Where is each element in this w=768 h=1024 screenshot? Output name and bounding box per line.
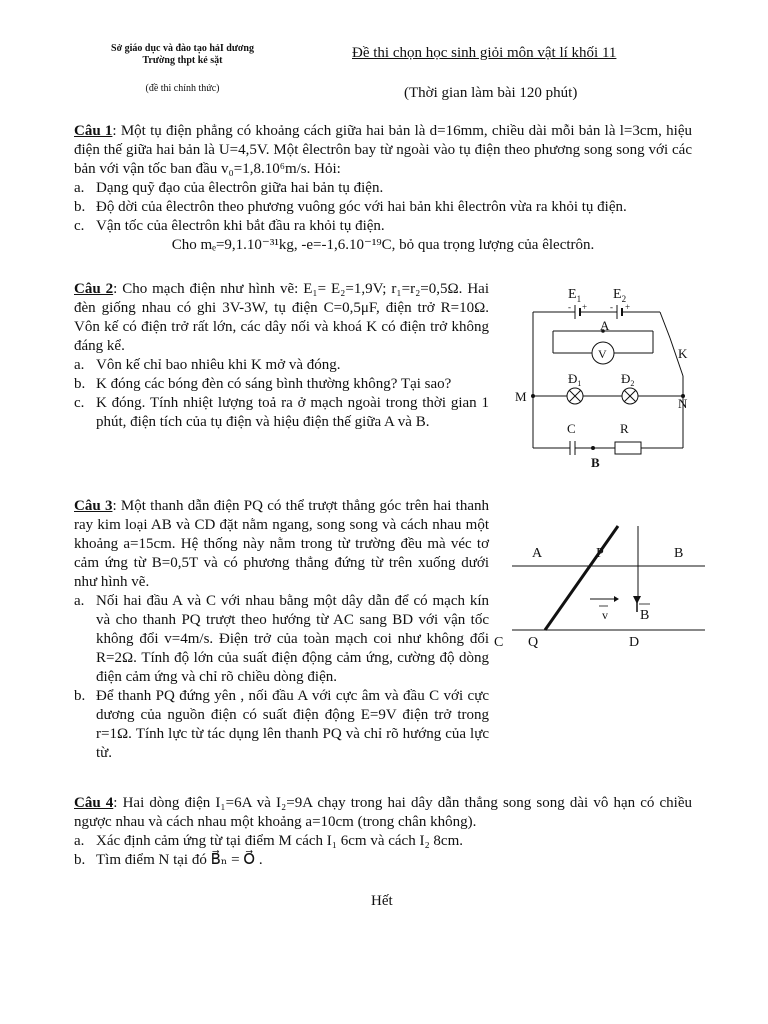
svg-text:E2: $E_2$	[613, 287, 627, 304]
q2-item-b: b. K đóng các bóng đèn có sáng bình thường không? Tại sao?	[74, 376, 452, 392]
point-c-label: C	[494, 635, 504, 650]
question-4	[74, 794, 692, 870]
question-3	[74, 497, 489, 763]
q1-given: Cho mₑ=9,1.10⁻³¹kg, -e=-1,6.10⁻¹⁹C, bỏ qua trọng lượng của êlectrôn.	[171, 237, 595, 253]
svg-text:Đ2: $Đ_2$	[621, 371, 635, 388]
q1-item-b: b. Độ dời của êlectrôn theo phương vuông góc với hai bản khi êlectrôn vừa ra khỏi tụ điện.	[74, 199, 627, 215]
svg-text:+: +	[582, 302, 588, 312]
svg-text:-: -	[610, 302, 613, 312]
q2-label: Câu 2	[74, 281, 114, 297]
node-n-label: N	[678, 396, 688, 411]
rail-diagram	[490, 520, 720, 655]
question-1	[74, 122, 692, 255]
exam-title: Đề thi chọn học sinh giỏi môn vật lí khối 11	[352, 45, 617, 61]
lamp-1-label: Đ	[568, 371, 578, 386]
svg-text:-: -	[568, 302, 571, 312]
q4-item-b: b. Tìm điểm N tại đó B⃗ₙ = O⃗ .	[74, 852, 263, 868]
point-a-label: A	[532, 546, 543, 561]
q2-intro: Câu 2: Cho mạch điện như hình vẽ: E₁= E₂=1,9V; r₁=r₂=0,5Ω. Hai đèn giống nhau có ghi 3V-3W, tụ điện C=0,5μF, điện trở R=10Ω. Vôn kế có điện trở rất lớn, các dây nối và khoá K có điện trở không đáng kể.	[74, 281, 489, 354]
b-vector-label: B	[640, 608, 650, 623]
node-a-label: A	[600, 318, 610, 333]
question-2	[74, 280, 489, 432]
q1-intro: Câu 1: Một tụ điện phẳng có khoảng cách giữa hai bản là d=16mm, chiều dài mỗi bản là l=3cm, hiệu điện thế giữa hai bản là U=4,5V. Một êlectrôn bay từ ngoài vào tụ điện theo phương song song với các bản với vận tốc ban đầu v₀=1,8.10⁶m/s. Hỏi:	[74, 123, 692, 177]
q4-label: Câu 4	[74, 795, 114, 811]
e1-label: E	[568, 287, 577, 302]
q1-item-c: c. Vận tốc của êlectrôn khi bắt đầu ra khỏi tụ điện.	[74, 218, 385, 234]
point-b-label: B	[674, 546, 684, 561]
capacitor-label: C	[567, 421, 576, 436]
q2-item-a: a. Vôn kế chỉ bao nhiêu khi K mở và đóng.	[74, 357, 341, 373]
header-left	[80, 43, 285, 95]
q2-item-c: c. K đóng. Tính nhiệt lượng toả ra ở mạch ngoài trong thời gian 1 phút, điện tích của tụ điện và hiệu điện thế giữa A và B.	[74, 395, 489, 430]
circuit-diagram	[505, 278, 705, 473]
q1-label: Câu 1	[74, 123, 113, 139]
official-note: (đề thi chính thức)	[145, 83, 220, 94]
velocity-label: v	[602, 608, 608, 622]
resistor-label: R	[620, 421, 629, 436]
point-d-label: D	[629, 635, 640, 650]
q3-item-b: b. Để thanh PQ đứng yên , nối đầu A với cực âm và đầu C với cực dương của nguồn điện có suất điện động E=9V điện trở trong r=1Ω. Tính lực từ tác dụng lên thanh PQ và chỉ rõ hướng của lực từ.	[74, 688, 489, 761]
end-marker: Hết	[371, 893, 393, 909]
e2-label: E	[613, 287, 622, 302]
point-q-label: Q	[528, 635, 539, 650]
exam-time: (Thời gian làm bài 120 phút)	[404, 85, 578, 101]
switch-k-label: K	[678, 346, 688, 361]
q4-intro: Câu 4: Hai dòng điện I₁=6A và I₂=9A chạy trong hai dây dẫn thẳng song song dài vô hạn có chiều ngược nhau và cách nhau một khoảng a=10cm (trong chân không).	[74, 795, 692, 830]
node-m-label: M	[515, 389, 527, 404]
school-name: Trường thpt kẻ sặt	[142, 55, 223, 66]
svg-text:E1: $E_1$	[568, 287, 582, 304]
lamp-2-label: Đ	[621, 371, 631, 386]
q3-intro: Câu 3: Một thanh dẫn điện PQ có thể trượt thẳng góc trên hai thanh ray kim loại AB và CD đặt nằm ngang, song song và cách nhau một khoảng a=15cm. Hệ thống này nằm trong từ trường đều mà véc tơ cảm ứng từ B=0,5T và có phương thẳng đứng từ trên xuống dưới như hình vẽ.	[74, 498, 489, 590]
node-b-label: B	[591, 455, 600, 470]
q3-label: Câu 3	[74, 498, 113, 514]
q3-item-a: a. Nối hai đầu A và C với nhau bằng một dây dẫn để có mạch kín và cho thanh PQ trượt theo hướng từ AC sang BD với vận tốc không đổi v=4m/s. Điện trở của toàn mạch coi như không đổi R=2Ω. Tính độ lớn của suất điện động cảm ứng, cường độ dòng điện cảm ứng và chỉ rõ chiều dòng điện.	[74, 593, 489, 685]
department-name: Sở giáo dục và đào tạo hảI dương	[111, 43, 254, 54]
point-p-label: P	[596, 546, 604, 561]
svg-text:+: +	[625, 302, 631, 312]
q1-item-a: a. Dạng quỹ đạo của êlectrôn giữa hai bản tụ điện.	[74, 180, 384, 196]
q4-item-a: a. Xác định cảm ứng từ tại điểm M cách I₁ 6cm và cách I₂ 8cm.	[74, 833, 464, 849]
voltmeter-label: V	[598, 347, 607, 361]
svg-text:Đ1: $Đ_1$	[568, 371, 582, 388]
